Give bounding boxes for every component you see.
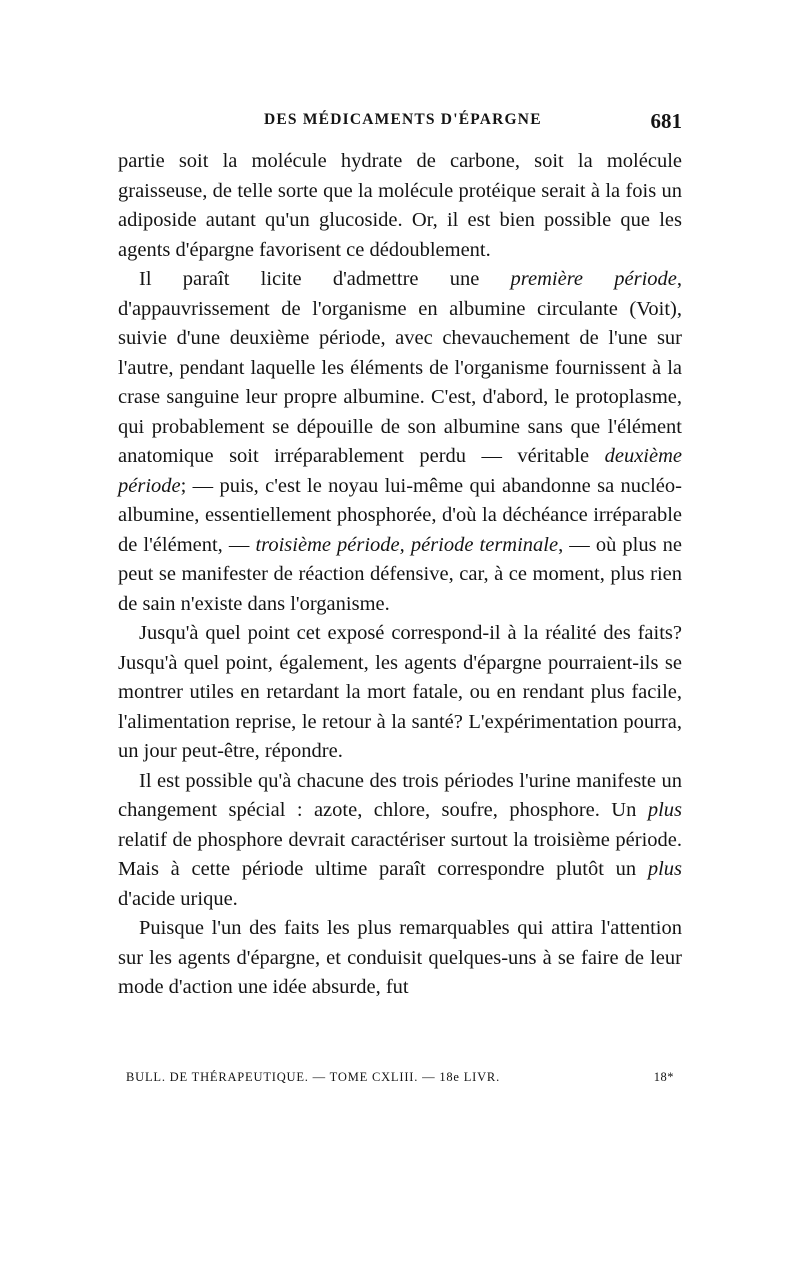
journal-line: BULL. DE THÉRAPEUTIQUE. — TOME CXLIII. — 18e LIVR. bbox=[126, 1070, 500, 1084]
paragraph bbox=[118, 914, 682, 1003]
running-header bbox=[118, 111, 682, 135]
body-text bbox=[118, 147, 682, 1003]
page-number: 681 bbox=[650, 109, 682, 133]
paragraph bbox=[118, 619, 682, 767]
italic-text: deuxième période bbox=[118, 445, 682, 497]
italic-text: plus bbox=[647, 858, 682, 880]
paragraph-text: partie soit la molécule hydrate de carbone, soit la molécule graisseuse, de telle sorte que la molécule protéique serait à la fois un adiposide autant qu'un glucoside. Or, il est bien possible que les agents d'épargne favorisent ce dédoublement. bbox=[118, 150, 682, 261]
paragraph-text: Puisque l'un des faits les plus remarquables qui attira l'attention sur les agents d'épargne, et conduisit quelques-uns à se faire de leur mode d'action une idée absurde, fut bbox=[118, 917, 682, 998]
paragraph-text: , — où plus ne peut se manifester de réaction défensive, car, à ce moment, plus rien de sain n'existe dans l'organisme. bbox=[118, 533, 682, 615]
running-title: DES MÉDICAMENTS D'ÉPARGNE bbox=[264, 111, 542, 128]
paragraph-text: ; — puis, c'est le noyau lui-même qui abandonne sa nucléo-albumine, essentiellement phosphorée, d'où la déchéance irréparable de l'élément, — bbox=[118, 474, 682, 556]
italic-text: troisième période, période terminale bbox=[255, 533, 559, 556]
paragraph bbox=[118, 265, 682, 619]
paragraph-text: relatif de phosphore devrait caractériser surtout la troisième période. Mais à cette période ultime paraît correspondre plutôt un bbox=[118, 828, 682, 880]
paragraph-text: Il paraît licite d'admettre une bbox=[139, 268, 511, 290]
paragraph bbox=[118, 147, 682, 265]
paragraph-text: Jusqu'à quel point cet exposé correspond-il à la réalité des faits? Jusqu'à quel point, également, les agents d'épargne pourraient-ils se montrer utiles en retardant la mort fatale, ou en rendant plus facile, l'alimentation reprise, le retour à la santé? L'expérimentation pourra, un jour peut-être, répondre. bbox=[118, 622, 682, 762]
page-footer bbox=[126, 1068, 674, 1090]
signature-mark: 18* bbox=[653, 1070, 674, 1084]
paragraph-text: Il est possible qu'à chacune des trois périodes l'urine manifeste un changement spécial : azote, chlore, soufre, phosphore. Un bbox=[118, 769, 682, 821]
italic-text: première période bbox=[510, 268, 677, 290]
paragraph-text: d'acide urique. bbox=[118, 887, 238, 910]
paragraph bbox=[118, 767, 682, 915]
italic-text: plus bbox=[647, 799, 682, 821]
paragraph-text: , d'appauvrissement de l'organisme en albumine circulante (Voit), suivie d'une deuxième période, avec chevauchement de l'une sur l'autre, pendant laquelle les éléments de l'organisme fournissent à la crase sanguine leur propre albumine. C'est, d'abord, le protoplasme, qui probablement se dépouille de son albumine sans que l'élément anatomique soit irréparablement perdu — véritable bbox=[118, 268, 682, 467]
